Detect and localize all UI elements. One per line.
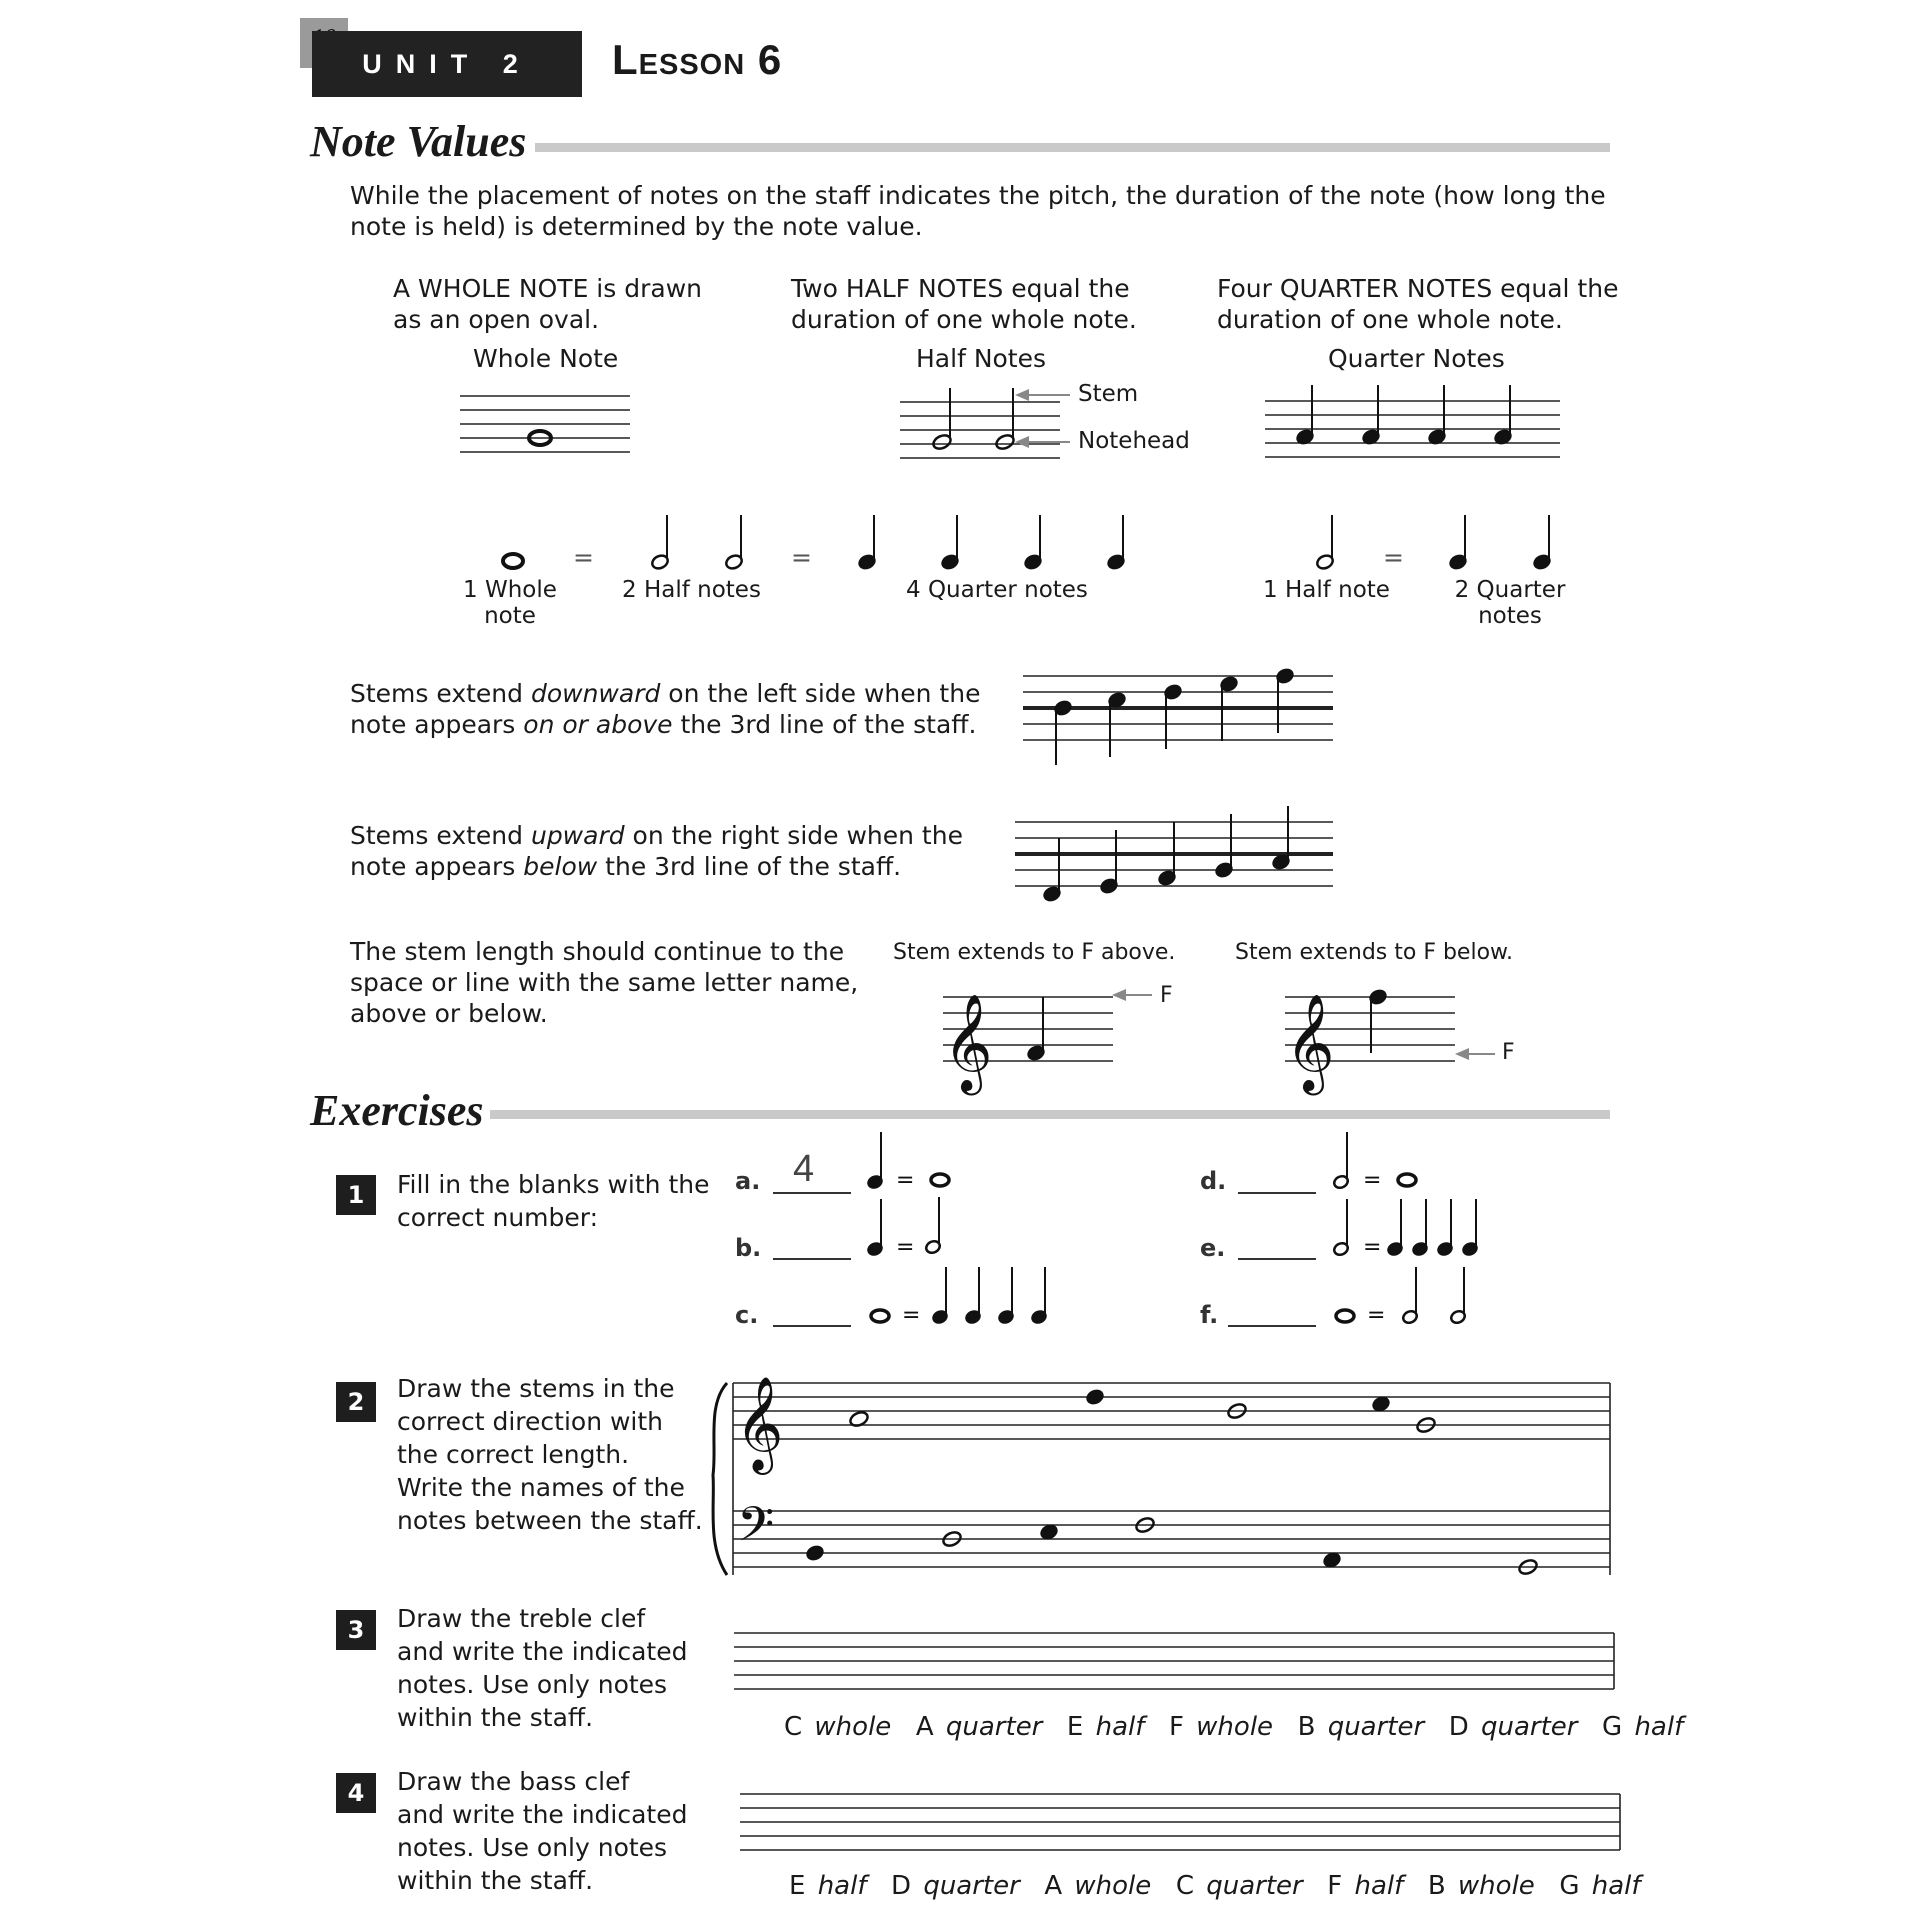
quarter-note-icon [940,515,960,571]
stems-down-staff [1023,670,1333,770]
lesson-title: Lesson 6 [612,36,783,83]
svg-text:=: = [1363,1235,1382,1260]
quarter-note-icon [1322,1551,1342,1569]
notehead-arrow [1015,434,1075,454]
two-half-label: 2 Half notes [622,577,761,603]
intro-paragraph: While the placement of notes on the staff indicates the pitch, the duration of the note (how long the note is held) is determined by the note value. [350,181,1606,241]
item-letter: a. [735,1167,761,1195]
half-note-icon [650,515,670,571]
half-desc-line1: Two HALF NOTES equal the [791,274,1130,303]
equals-sign: = [1383,543,1404,572]
whole-note-staff [460,394,630,464]
item-letter: e. [1200,1234,1226,1262]
quarter-note-icon [866,1132,883,1190]
quarter-note-icon [1085,1388,1105,1406]
whole-desc-line1: A WHOLE NOTE is drawn [393,274,702,303]
quarter-note-icon [1386,1199,1403,1257]
exercise-number: 2 [336,1382,376,1422]
stem-label: Stem [1078,381,1139,407]
svg-text:=: = [1367,1303,1386,1328]
exercise-3-note-list: C whole A quarter E half F whole B quarter D quarter G half [784,1712,1684,1742]
quarter-note-icon [997,1267,1014,1325]
quarter-note-icon [1461,1199,1478,1257]
answer-blank-c[interactable] [773,1299,851,1327]
bass-clef-icon: 𝄢 [737,1496,775,1564]
whole-desc-line2: as an open oval. [393,305,600,334]
two-quarter-label-line1: 2 Quarter [1454,577,1566,603]
answer-blank-b[interactable] [773,1232,851,1260]
section-heading-note-values: Note Values [310,117,527,166]
f-below-label: F [1502,1040,1515,1065]
exercise-3-instructions: Draw the treble clef and write the indicated notes. Use only notes within the staff. [397,1604,688,1732]
grand-staff[interactable] [705,1375,1615,1585]
quarter-note-icon [1411,1199,1428,1257]
stem-length-text: The stem length should continue to the space or line with the same letter name, above or below. [350,937,859,1028]
half-desc-line2: duration of one whole note. [791,305,1137,334]
quarter-desc-line1: Four QUARTER NOTES equal the [1217,274,1619,303]
f-above-label: F [1160,983,1173,1008]
exercise-4-note-list: E half D quarter A whole C quarter F half B whole G half [789,1871,1641,1901]
quarter-note-icon [1436,1199,1453,1257]
half-note-icon [931,388,952,451]
two-quarter-label [1440,577,1580,629]
quarter-note-icon [1106,515,1126,571]
one-whole-label [450,577,570,629]
half-note-icon [1315,515,1335,571]
item-letter: b. [735,1234,762,1262]
quarter-note-icon [1371,1395,1391,1413]
two-quarter-label-line2: notes [1478,603,1542,629]
half-note-icon [724,515,744,571]
quarter-note-icon [1214,814,1234,879]
f-above-staff [943,975,1113,1090]
exercise-4-instructions: Draw the bass clef and write the indicated notes. Use only notes within the staff. [397,1767,688,1895]
exercise-number: 4 [336,1773,376,1813]
whole-note-icon [1336,1310,1354,1322]
stems-up-staff [1015,800,1333,900]
item-letter: d. [1200,1167,1227,1195]
f-above-caption: Stem extends to F above. [893,940,1176,965]
stems-down-text: Stems extend downward on the left side when the note appears on or above the 3rd line of the staff. [350,679,981,739]
half-note-icon [1449,1267,1466,1325]
quarter-note-icon [1023,515,1043,571]
quarter-note-icon [1099,830,1119,895]
quarter-note-icon [1448,515,1468,571]
unit-label: UNIT 2 [312,31,582,97]
brace-icon [713,1383,727,1575]
quarter-note-icon [1030,1267,1047,1325]
half-note-icon [1332,1132,1349,1190]
section-rule [535,143,1610,152]
half-note-icon [994,388,1015,451]
quarter-note-icon [1039,1523,1059,1541]
stems-up-text: Stems extend upward on the right side when the note appears below the 3rd line of the staff. [350,821,963,881]
four-quarter-label: 4 Quarter notes [906,577,1088,603]
treble-clef-icon: 𝄞 [735,1376,784,1471]
quarter-note-icon [931,1267,948,1325]
treble-clef-icon: 𝄞 [943,993,993,1091]
whole-note-icon [503,554,523,568]
quarter-desc-line2: duration of one whole note. [1217,305,1563,334]
quarter-note-icon [1053,699,1073,765]
quarter-note-icon [1368,988,1388,1053]
section-rule [490,1110,1610,1119]
svg-text:=: = [896,1168,915,1193]
quarter-note-icon [857,515,877,571]
arrow-left-icon [1455,1048,1495,1060]
one-whole-label-line2: note [484,603,536,629]
quarter-note-icon [1163,683,1183,749]
item-letter: c. [735,1301,759,1329]
quarter-note-icon [866,1199,883,1257]
whole-note-icon [871,1310,889,1322]
exercise-3-blank-staff[interactable] [734,1628,1619,1698]
answer-blank-a[interactable] [773,1148,851,1194]
exercise-number: 1 [336,1175,376,1215]
equals-sign: = [791,543,812,572]
one-whole-label-line1: 1 Whole [463,577,557,603]
exercise-2-instructions: Draw the stems in the correct direction with the correct length. Write the names of the notes between the staff. [397,1374,703,1535]
item-letter: f. [1200,1301,1219,1329]
one-half-label: 1 Half note [1263,577,1390,603]
notehead-label: Notehead [1078,428,1190,454]
handwritten-answer: 4 [793,1148,815,1190]
section-heading-exercises: Exercises [310,1086,484,1135]
arrow-left-icon [1015,389,1070,401]
quarter-note-icon [1532,515,1552,571]
whole-note-icon [1398,1174,1416,1186]
whole-note-title: Whole Note [473,344,619,373]
half-note-icon [924,1197,941,1255]
exercise-1-instructions: Fill in the blanks with the correct number: [397,1170,710,1232]
exercise-4-blank-staff[interactable] [740,1789,1625,1859]
quarter-note-icon [805,1544,825,1562]
quarter-note-icon [964,1267,981,1325]
svg-text:=: = [1363,1168,1382,1193]
exercise-1-note-symbols [860,1125,1560,1335]
quarter-note-icon [1275,667,1295,733]
quarter-notes-title: Quarter Notes [1328,344,1505,373]
arrow-left-icon [1015,436,1070,448]
half-note-icon [1332,1199,1349,1257]
arrow-left-icon [1112,989,1152,1001]
whole-note-icon [931,1174,949,1186]
f-below-caption: Stem extends to F below. [1235,940,1514,965]
note-equivalence-row [490,505,1590,575]
half-notes-title: Half Notes [916,344,1047,373]
svg-text:=: = [902,1303,921,1328]
quarter-notes-staff [1265,385,1560,465]
half-note-icon [1401,1267,1418,1325]
f-below-staff [1285,975,1455,1090]
treble-clef-icon: 𝄞 [1285,993,1335,1091]
svg-text:=: = [896,1235,915,1260]
equals-sign: = [573,543,594,572]
exercise-number: 3 [336,1610,376,1650]
